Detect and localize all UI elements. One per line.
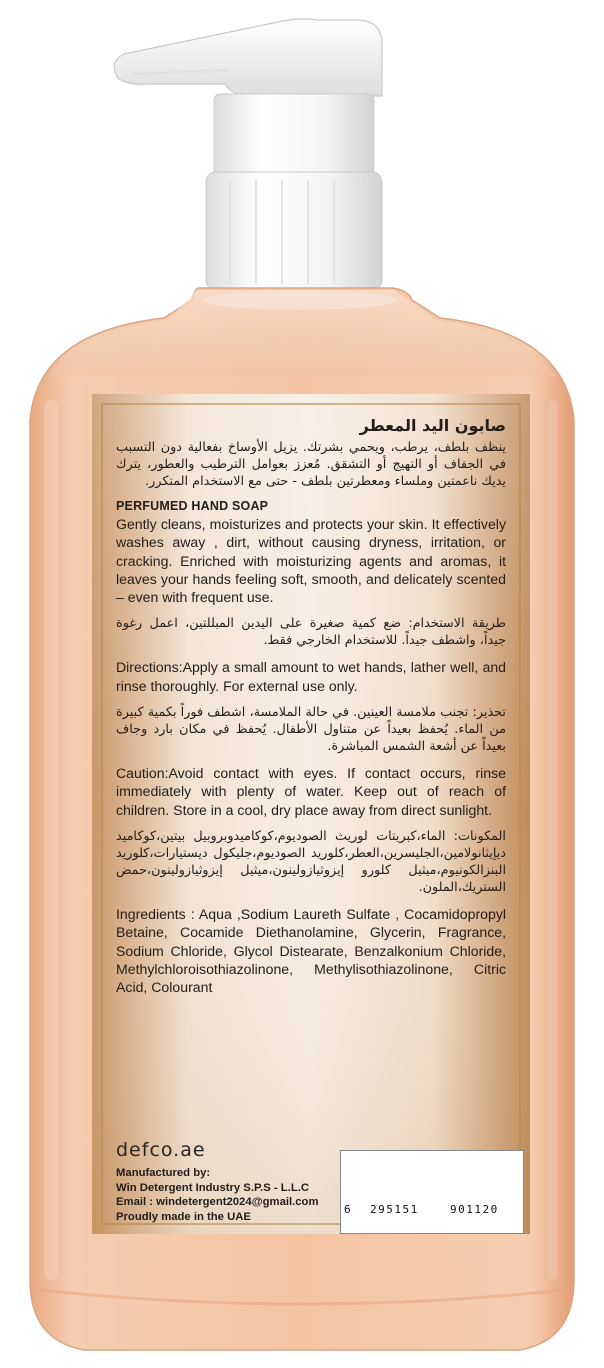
arabic-product-title: صابون اليد المعطر — [359, 416, 506, 435]
english-caution: Caution:Avoid contact with eyes. If contact occurs, rinse immediately with plenty of water. Keep out of reach of children. Store in a cool, dry place away from direct sunlight. — [116, 765, 506, 818]
barcode-group-1: 295151 — [370, 1203, 419, 1216]
english-description: Gently cleans, moisturizes and protects your skin. It effectively washes away , dirt, without causing dryness, irritation, or cracking. Enriched with moisturizing agents and aromas, it leaves your hands feeling soft, smooth, and delicately scented – even with frequent use. — [116, 516, 506, 606]
english-ingredients: Ingredients : Aqua ,Sodium Laureth Sulfate , Cocamidopropyl Betaine, Cocamide Diethanolamine, Glycerin, Fragrance, Sodium Chloride, Glycol Distearate, Benzalkonium Chloride, Methylchloroisothiazolinone, Methylisothiazolinone, Citric Acid, Colourant — [116, 905, 506, 996]
barcode-group-2: 901120 — [450, 1203, 499, 1216]
pump-nozzle — [114, 19, 382, 96]
pump-head — [214, 94, 374, 176]
barcode-digits — [340, 1203, 524, 1221]
label-text-block — [92, 394, 530, 1234]
manufacturer-info — [116, 1166, 319, 1224]
website-url: defco.ae — [116, 1139, 206, 1161]
arabic-description: ينظف بلطف، يرطب، ويحمي بشرتك. يزيل الأوساخ بفعالية دون التسبب في الجفاف أو التهيج أو التشقق. مُعزز بعوامل الترطيب والعطور، يترك يديك ناعمتين وملساء ومعطرتين بلطف - حتى مع الاستخدام المتكرر. — [116, 440, 506, 489]
manufacturer-line: Email : windetergent2024@gmail.com — [116, 1196, 319, 1209]
arabic-ingredients: المكونات: الماء،كبريتات لوريث الصوديوم،كوكاميدوبروبيل بيتين،كوكاميد ديإيثانولامين،الجليسرين،العطر،كلوريد الصوديوم،جليكول ديستيارات،كلوريد البنزالكونيوم،ميثيل كلورو إيزوثيازولينون،ميثيل إيزوثيازولينون،حمض الستريك،الملون. — [116, 828, 506, 895]
pump-collar — [206, 172, 382, 290]
english-directions: Directions:Apply a small amount to wet hands, lather well, and rinse thoroughly. For external use only. — [116, 659, 506, 694]
arabic-directions: طريقة الاستخدام: ضع كمية صغيرة على اليدين المبللتين، اعمل رغوة جيداً، واشطف جيداً. للاستخدام الخارجي فقط. — [116, 616, 506, 649]
barcode-first-digit: 6 — [344, 1203, 351, 1216]
arabic-caution: تحذير: تجنب ملامسة العينين. في حالة الملامسة، اشطف فوراً بكمية كبيرة من الماء. يُحفظ بعيداً عن متناول الأطفال. يُحفظ في مكان بارد وجاف بعيداً عن أشعة الشمس المباشرة. — [116, 705, 506, 755]
manufacturer-line: Win Detergent Industry S.P.S - L.L.C — [116, 1181, 310, 1194]
manufacturer-line: Proudly made in the UAE — [116, 1210, 251, 1223]
barcode — [340, 1150, 524, 1234]
english-product-title: PERFUMED HAND SOAP — [116, 499, 269, 513]
manufacturer-line: Manufactured by: — [116, 1167, 211, 1179]
